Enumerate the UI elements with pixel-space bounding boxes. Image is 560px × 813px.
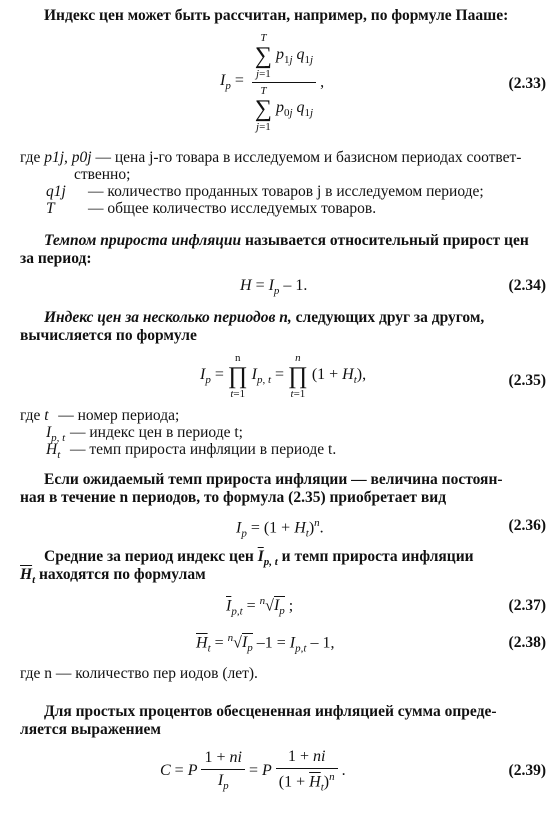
para-index-line1: Индекс цен за несколько периодов n, следующих друг за другом, xyxy=(44,309,485,326)
defs-p-cont: ственно; xyxy=(74,166,131,183)
equation-number-2-37: (2.37) xyxy=(508,597,546,614)
defs-p: где p1j, p0j — цена j-го товара в исследуемом и базисном периодах соответ- xyxy=(20,149,522,166)
equation-number-2-36: (2.36) xyxy=(508,517,546,534)
para-const-line2: ная в течение n периодов, то формула (2.35) приобретает вид xyxy=(20,489,447,506)
para-simple-line2: ляется выражением xyxy=(20,721,161,738)
formula-2-36: $I_p = (1 + H_t)^n$. xyxy=(236,517,324,540)
formula-2-38: $\overline{H}_t = ^n√I_p$ $-1 = I_{p,t} - 1$, xyxy=(196,632,335,655)
defs-q: q1j — количество проданных товаров j в исследуемом периоде; xyxy=(46,183,484,200)
para-inflation-line1: Темпом прироста инфляции называется относительный прирост цен xyxy=(44,232,529,249)
formula-2-34: $H = I_p - 1$. xyxy=(240,277,308,298)
formula-2-35: $I_p$ = n ∏ t=1 $I_{p, t}$ = n ∏ t=1 $(1 + H_t)$, xyxy=(200,352,367,400)
para-index-line2: вычисляется по формуле xyxy=(20,327,197,344)
equation-number-2-34: (2.34) xyxy=(508,277,546,294)
para-inflation-line2: за период: xyxy=(20,250,92,267)
defs-I: $I_{p, t}$ — индекс цен в периоде t; xyxy=(46,424,243,445)
equation-number-2-35: (2.35) xyxy=(508,372,546,389)
para-const-line1: Если ожидаемый темп прироста инфляции — величина постоян- xyxy=(44,471,503,488)
intro-text: Индекс цен может быть рассчитан, например, по формуле Пааше: xyxy=(44,7,509,24)
equation-number-2-38: (2.38) xyxy=(508,634,546,651)
para-simple-line1: Для простых процентов обесцененная инфляцией сумма опреде- xyxy=(44,703,497,720)
formula-2-37: $\overline{I}_{p,t} = ^n√I_p$ ; xyxy=(226,595,294,618)
formula-2-33: $I_p$ = T ∑ j=1 $p_{1j}$ $q_{1j}$ T ∑ j=1 $p_{0j}$ $q_{1j}$ , xyxy=(220,32,325,133)
defs-n: где n — количество пер иодов (лет). xyxy=(20,665,258,682)
para-avg-line1: Средние за период индекс цен $\overline{I}_{p, t}$ и темп прироста инфляции xyxy=(44,548,474,569)
formula-2-39: C = P $\frac{1 + ni}{I_p}$ = P $\frac{1 + ni}{(1 + \overline{H}_t)^n}$ . xyxy=(160,748,346,794)
equation-number-2-33: (2.33) xyxy=(508,75,546,92)
equation-number-2-39: (2.39) xyxy=(508,762,546,779)
defs-T: T — общее количество исследуемых товаров. xyxy=(46,200,377,217)
defs-t: где t — номер периода; xyxy=(20,407,180,424)
defs-H: $H_t$ — темп прироста инфляции в периоде t. xyxy=(46,441,337,462)
para-avg-line2: $\overline{H}_t$ находятся по формулам xyxy=(20,566,206,587)
